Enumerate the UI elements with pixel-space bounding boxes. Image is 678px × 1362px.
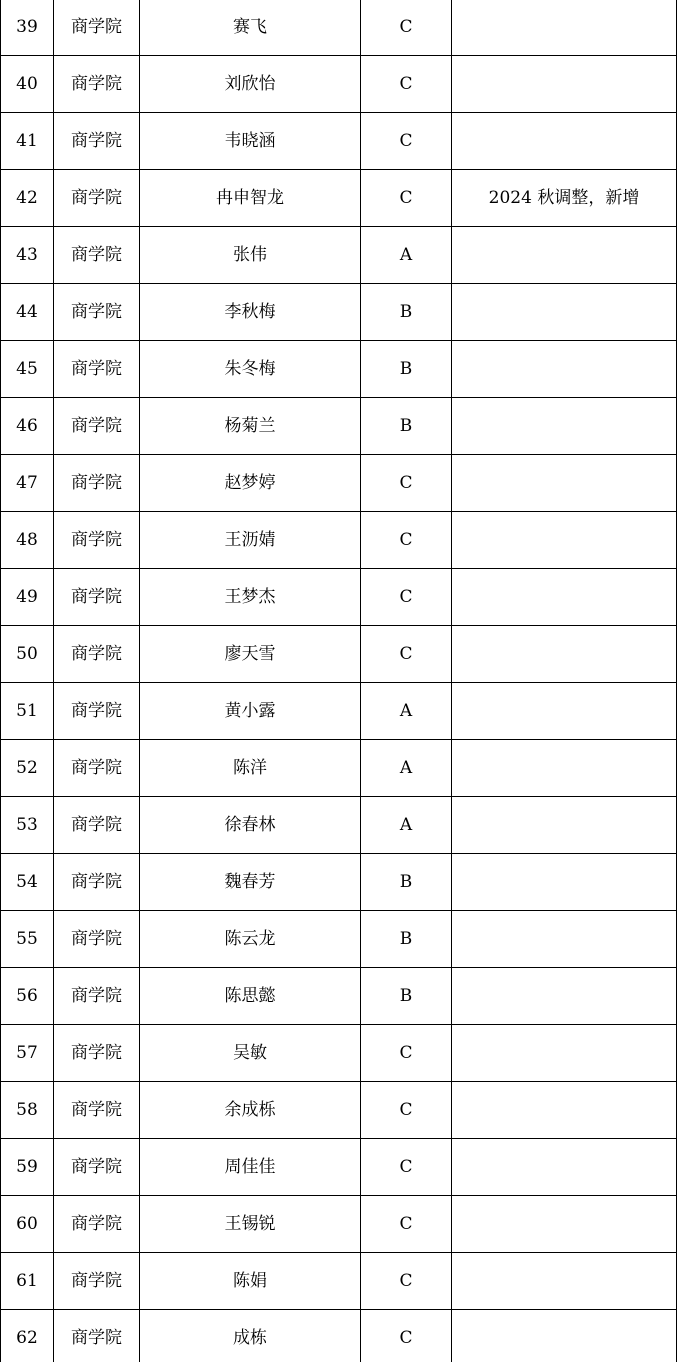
note-cell [452, 854, 677, 911]
student-name-cell: 陈云龙 [140, 911, 361, 968]
note-cell [452, 56, 677, 113]
row-number-cell: 49 [1, 569, 54, 626]
table-row [1, 341, 677, 398]
table-row [1, 683, 677, 740]
student-name-cell: 余成栎 [140, 1082, 361, 1139]
table-row [1, 56, 677, 113]
student-name-cell: 陈思懿 [140, 968, 361, 1025]
grade-cell: C [361, 113, 452, 170]
college-cell: 商学院 [54, 797, 140, 854]
row-number-cell: 47 [1, 455, 54, 512]
table-row [1, 170, 677, 227]
table-row [1, 968, 677, 1025]
note-cell [452, 911, 677, 968]
row-number-cell: 50 [1, 626, 54, 683]
grade-cell: C [361, 569, 452, 626]
row-number-cell: 57 [1, 1025, 54, 1082]
grade-cell: A [361, 227, 452, 284]
table-row [1, 0, 677, 56]
college-cell: 商学院 [54, 398, 140, 455]
row-number-cell: 43 [1, 227, 54, 284]
table-row [1, 1253, 677, 1310]
student-name-cell: 陈娟 [140, 1253, 361, 1310]
student-name-cell: 周佳佳 [140, 1139, 361, 1196]
note-cell [452, 740, 677, 797]
note-cell [452, 341, 677, 398]
note-cell [452, 227, 677, 284]
row-number-cell: 54 [1, 854, 54, 911]
grade-cell: B [361, 854, 452, 911]
note-cell [452, 968, 677, 1025]
table-row [1, 113, 677, 170]
grade-cell: C [361, 1196, 452, 1253]
row-number-cell: 40 [1, 56, 54, 113]
row-number-cell: 58 [1, 1082, 54, 1139]
note-cell [452, 797, 677, 854]
college-cell: 商学院 [54, 1253, 140, 1310]
student-name-cell: 吴敏 [140, 1025, 361, 1082]
row-number-cell: 42 [1, 170, 54, 227]
table-row [1, 569, 677, 626]
college-cell: 商学院 [54, 740, 140, 797]
college-cell: 商学院 [54, 569, 140, 626]
table-row [1, 398, 677, 455]
grade-cell: B [361, 968, 452, 1025]
college-cell: 商学院 [54, 1310, 140, 1362]
student-name-cell: 廖天雪 [140, 626, 361, 683]
roster-table-body [1, 0, 677, 1362]
row-number-cell: 45 [1, 341, 54, 398]
student-name-cell: 李秋梅 [140, 284, 361, 341]
note-cell: 2024 秋调整，新增 [452, 170, 677, 227]
note-cell [452, 683, 677, 740]
college-cell: 商学院 [54, 284, 140, 341]
row-number-cell: 60 [1, 1196, 54, 1253]
row-number-cell: 39 [1, 0, 54, 56]
grade-cell: A [361, 797, 452, 854]
note-cell [452, 1253, 677, 1310]
grade-cell: A [361, 683, 452, 740]
note-cell [452, 1196, 677, 1253]
grade-cell: C [361, 1025, 452, 1082]
student-name-cell: 朱冬梅 [140, 341, 361, 398]
grade-cell: B [361, 284, 452, 341]
grade-cell: C [361, 1253, 452, 1310]
college-cell: 商学院 [54, 911, 140, 968]
row-number-cell: 41 [1, 113, 54, 170]
note-cell [452, 1310, 677, 1362]
row-number-cell: 53 [1, 797, 54, 854]
note-cell [452, 1082, 677, 1139]
student-name-cell: 冉申智龙 [140, 170, 361, 227]
table-row [1, 512, 677, 569]
grade-cell: B [361, 341, 452, 398]
college-cell: 商学院 [54, 968, 140, 1025]
college-cell: 商学院 [54, 1082, 140, 1139]
grade-cell: C [361, 0, 452, 56]
student-name-cell: 赵梦婷 [140, 455, 361, 512]
row-number-cell: 52 [1, 740, 54, 797]
table-row [1, 284, 677, 341]
student-name-cell: 刘欣怡 [140, 56, 361, 113]
note-cell [452, 626, 677, 683]
note-cell [452, 455, 677, 512]
student-name-cell: 成栋 [140, 1310, 361, 1362]
note-cell [452, 1025, 677, 1082]
row-number-cell: 48 [1, 512, 54, 569]
note-cell [452, 0, 677, 56]
student-name-cell: 杨菊兰 [140, 398, 361, 455]
student-name-cell: 张伟 [140, 227, 361, 284]
student-name-cell: 徐春林 [140, 797, 361, 854]
table-row [1, 1139, 677, 1196]
row-number-cell: 46 [1, 398, 54, 455]
row-number-cell: 56 [1, 968, 54, 1025]
row-number-cell: 61 [1, 1253, 54, 1310]
note-cell [452, 398, 677, 455]
note-cell [452, 512, 677, 569]
grade-cell: C [361, 626, 452, 683]
table-row [1, 911, 677, 968]
note-cell [452, 113, 677, 170]
grade-cell: B [361, 911, 452, 968]
row-number-cell: 51 [1, 683, 54, 740]
row-number-cell: 44 [1, 284, 54, 341]
table-row [1, 854, 677, 911]
student-name-cell: 王沥婧 [140, 512, 361, 569]
college-cell: 商学院 [54, 626, 140, 683]
student-name-cell: 魏春芳 [140, 854, 361, 911]
college-cell: 商学院 [54, 683, 140, 740]
student-name-cell: 陈洋 [140, 740, 361, 797]
college-cell: 商学院 [54, 170, 140, 227]
student-name-cell: 王梦杰 [140, 569, 361, 626]
grade-cell: C [361, 56, 452, 113]
note-cell [452, 1139, 677, 1196]
row-number-cell: 55 [1, 911, 54, 968]
college-cell: 商学院 [54, 455, 140, 512]
college-cell: 商学院 [54, 113, 140, 170]
college-cell: 商学院 [54, 1025, 140, 1082]
college-cell: 商学院 [54, 227, 140, 284]
college-cell: 商学院 [54, 512, 140, 569]
grade-cell: C [361, 512, 452, 569]
table-row [1, 1082, 677, 1139]
table-row [1, 740, 677, 797]
row-number-cell: 62 [1, 1310, 54, 1362]
grade-cell: C [361, 1082, 452, 1139]
grade-cell: C [361, 455, 452, 512]
note-cell [452, 569, 677, 626]
student-name-cell: 赛飞 [140, 0, 361, 56]
table-row [1, 455, 677, 512]
college-cell: 商学院 [54, 56, 140, 113]
note-cell [452, 284, 677, 341]
college-cell: 商学院 [54, 1196, 140, 1253]
table-row [1, 626, 677, 683]
college-cell: 商学院 [54, 341, 140, 398]
college-cell: 商学院 [54, 0, 140, 56]
row-number-cell: 59 [1, 1139, 54, 1196]
student-name-cell: 黄小露 [140, 683, 361, 740]
table-row [1, 797, 677, 854]
college-cell: 商学院 [54, 854, 140, 911]
grade-cell: C [361, 1139, 452, 1196]
grade-cell: A [361, 740, 452, 797]
table-row [1, 1196, 677, 1253]
college-cell: 商学院 [54, 1139, 140, 1196]
student-name-cell: 韦晓涵 [140, 113, 361, 170]
table-row [1, 1025, 677, 1082]
grade-cell: C [361, 1310, 452, 1362]
grade-cell: C [361, 170, 452, 227]
student-name-cell: 王锡锐 [140, 1196, 361, 1253]
table-row [1, 1310, 677, 1362]
table-row [1, 227, 677, 284]
grade-cell: B [361, 398, 452, 455]
